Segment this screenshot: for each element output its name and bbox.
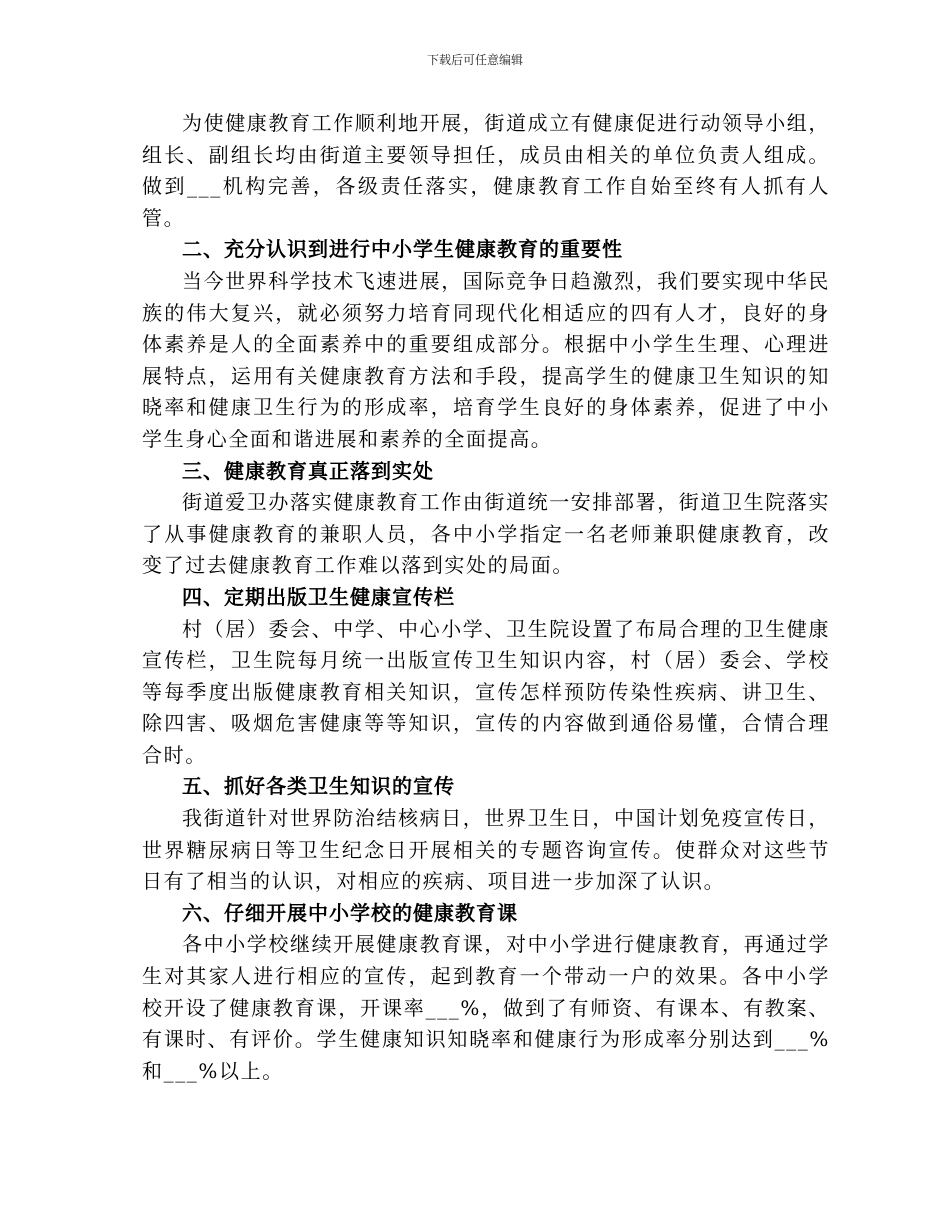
section-heading-6: 六、仔细开展中小学校的健康教育课 bbox=[182, 900, 518, 925]
section-heading-5: 五、抓好各类卫生知识的宣传 bbox=[182, 774, 455, 799]
section-paragraph-6: 各中小学校继续开展健康教育课，对中小学进行健康教育，再通过学生对其家人进行相应的宣传，起到教育一个带动一户的效果。各中小学校开设了健康教育课，开课率___%，做到了有师资、有课本、有教案、有课时、有评价。学生健康知识知晓率和健康行为形成率分别达到___%和___%以上。 bbox=[142, 932, 830, 1083]
document-body bbox=[142, 108, 830, 1087]
section-heading-2: 二、充分认识到进行中小学生健康教育的重要性 bbox=[182, 237, 623, 262]
section-paragraph-2: 当今世界科学技术飞速进展，国际竞争日趋激烈，我们要实现中华民族的伟大复兴，就必须努力培育同现代化相适应的四有人才，良好的身体素养是人的全面素养中的重要组成部分。根据中小学生生理、心理进展特点，运用有关健康教育方法和手段，提高学生的健康卫生知识的知晓率和健康卫生行为的形成率，培育学生良好的身体素养，促进了中小学生身心全面和谐进展和素养的全面提高。 bbox=[142, 268, 830, 451]
page-header: 下载后可任意编辑 bbox=[426, 53, 523, 67]
section-paragraph-3: 街道爱卫办落实健康教育工作由街道统一安排部署，街道卫生院落实了从事健康教育的兼职人员，各中小学指定一名老师兼职健康教育，改变了过去健康教育工作难以落到实处的局面。 bbox=[142, 490, 830, 578]
section-paragraph-5: 我街道针对世界防治结核病日，世界卫生日，中国计划免疫宣传日，世界糖尿病日等卫生纪念日开展相关的专题咨询宣传。使群众对这些节日有了相当的认识，对相应的疾病、项目进一步加深了认识。 bbox=[142, 806, 830, 894]
intro-paragraph: 为使健康教育工作顺利地开展，街道成立有健康促进行动领导小组，组长、副组长均由街道主要领导担任，成员由相关的单位负责人组成。做到___机构完善，各级责任落实，健康教育工作自始至终有人抓有人管。 bbox=[142, 111, 830, 230]
section-paragraph-4: 村（居）委会、中学、中心小学、卫生院设置了布局合理的卫生健康宣传栏，卫生院每月统一出版宣传卫生知识内容，村（居）委会、学校等每季度出版健康教育相关知识，宣传怎样预防传染性疾病、讲卫生、除四害、吸烟危害健康等等知识，宣传的内容做到通俗易懂，合情合理合时。 bbox=[142, 616, 830, 767]
section-heading-3: 三、健康教育真正落到实处 bbox=[182, 458, 434, 483]
section-heading-4: 四、定期出版卫生健康宣传栏 bbox=[182, 584, 455, 609]
